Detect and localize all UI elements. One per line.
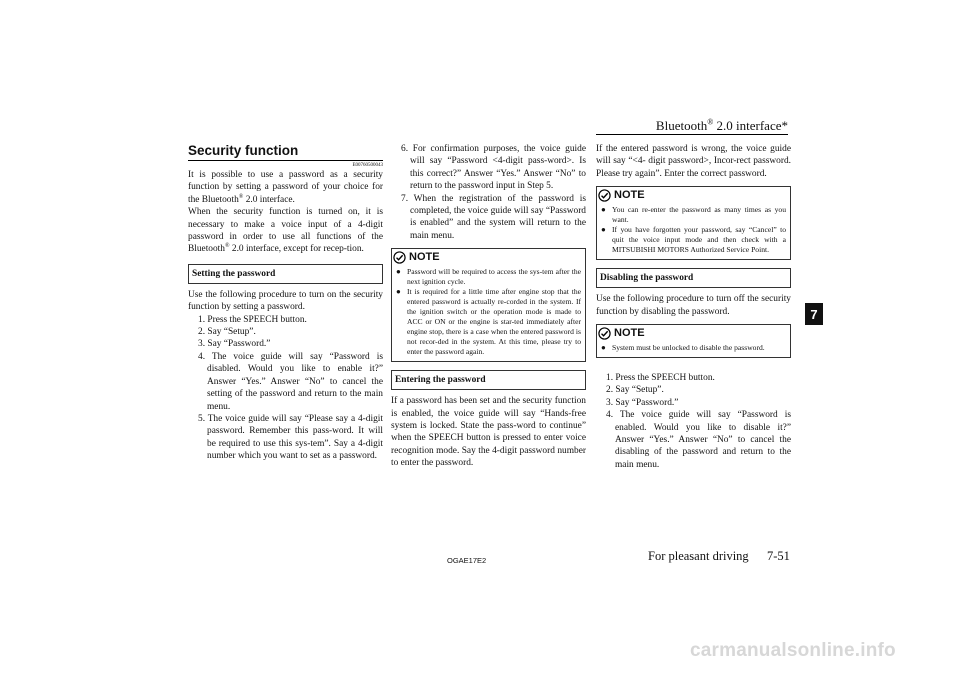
note-header [598,188,786,202]
note-label: NOTE [614,189,645,202]
intro-paragraph-2 [188,206,383,256]
intro-text-end: 2.0 interface. [243,194,295,205]
header-title-text: Bluetooth [655,118,708,133]
note-check-icon [598,327,611,340]
step-item: 3. Say “Password.” [198,339,271,350]
note-item [601,225,786,255]
note-check-icon [393,251,406,264]
note-item [601,205,786,225]
note-text: System must be unlocked to disable the password. [612,343,765,353]
subheading-entering-password: Entering the password [391,370,586,390]
note-label: NOTE [409,251,440,264]
watermark: carmanualsonline.info [690,640,896,661]
step-item: 3. Say “Password.” [606,397,679,408]
note-label: NOTE [614,327,645,340]
note-list [601,205,786,255]
setting-lead: Use the following procedure to turn on the security function by setting a password. [188,289,383,313]
step-item: 1. Press the SPEECH button. [606,373,715,384]
note-box [596,324,791,358]
note-box [596,186,791,260]
note-item [396,287,581,357]
header-rule [596,134,788,135]
step-item: 4. The voice guide will say “Password is enabled. Would you like to disable it?” Answer “Yes.” Answer “No” to cancel the disabling of the password and return to the main menu. [606,410,791,470]
bullet-icon: ● [396,267,401,277]
note-item [601,343,786,353]
bullet-icon: ● [396,287,401,297]
footer-doc-code: OGAE17E2 [447,556,487,565]
note-header [598,326,786,340]
section-title: Security function [188,143,383,161]
step-item: 2. Say “Setup”. [606,385,664,396]
note-header [393,250,581,264]
note-text: It is required for a little time after engine stop that the entered password is actually re-corded in the system. If the ignition switch or the operation mode is made to ACC or ON or the engine is star-ted immediately after engine stop, there is a case when the entered password is not recor-ded in the system. At this time, please try to enter the password again. [407,287,581,357]
subheading-disabling-password: Disabling the password [596,268,791,288]
setting-steps [188,314,383,463]
registered-mark: ® [224,243,230,250]
setting-steps-continued [391,143,586,242]
disabling-lead: Use the following procedure to turn off the security function by disabling the password. [596,294,791,317]
step-item: 6. For confirmation purposes, the voice guide will say “Password <4-digit pass-word>. Is this correct?” Answer “Yes.” Answer “No” to return to the password input in Step 5. [401,144,586,192]
column-right [596,143,791,471]
note-item [396,267,581,287]
bullet-icon: ● [601,343,606,353]
registered-mark: ® [707,117,714,127]
intro-text: It is possible to use a password as a security function by setting a password of your choice for the Bluetooth [188,170,383,205]
intro2-text: When the security function is turned on, it is necessary to make a voice input of a 4-digit password in order to use all functions of the Bluetooth [188,207,383,255]
wrong-password-paragraph: If the entered password is wrong, the voice guide will say “<4- digit password>, Incor-rect password. Please try again”. Enter the correct password. [596,144,791,179]
bullet-icon: ● [601,205,606,215]
note-text: If you have forgotten your password, say “Cancel” to quit the voice input mode and then check with a MITSUBISHI MOTORS Authorized Service Point. [612,225,786,255]
step-item: 5. The voice guide will say “Please say a 4-digit password. Remember this pass-word. It will be required to use this sys-tem”. Say a 4-digit number which you want to set as a password. [198,413,383,462]
note-check-icon [598,189,611,202]
step-item: 7. When the registration of the password is completed, the voice guide will say “Password is enabled” and the system will return to the main menu. [401,193,586,241]
note-list [396,267,581,357]
entering-body: If a password has been set and the security function is enabled, the voice guide will say “Hands-free system is locked. State the pass-word to continue” when the SPEECH button is pressed to enter voice recognition mode. Say the 4-digit password number to enter the password. [391,396,586,469]
step-item: 1. Press the SPEECH button. [198,314,307,325]
note-box [391,248,586,362]
chapter-tab: 7 [805,303,823,325]
disabling-steps [596,372,791,471]
intro2-text-end: 2.0 interface, except for recep-tion. [229,244,364,255]
note-text: Password will be required to access the sys-tem after the next ignition cycle. [407,267,581,287]
column-left [188,143,383,463]
section-code: E00760500043 [352,163,383,168]
subheading-setting-password: Setting the password [188,264,383,284]
note-list [601,343,786,353]
column-middle [391,143,586,470]
note-text: You can re-enter the password as many times as you want. [612,205,786,225]
running-header [656,118,788,134]
registered-mark: ® [238,193,244,200]
step-item: 4. The voice guide will say “Password is disabled. Would you like to enable it?” Answer “Yes.” Answer “No” to cancel the setting of the password and return to the main menu. [198,351,383,412]
bullet-icon: ● [601,225,606,235]
footer-section-name: For pleasant driving [648,549,749,563]
step-item: 2. Say “Setup”. [198,327,256,338]
header-title-suffix: 2.0 interface* [713,118,788,133]
intro-paragraph [188,169,383,206]
footer-page-number: 7-51 [767,549,790,563]
